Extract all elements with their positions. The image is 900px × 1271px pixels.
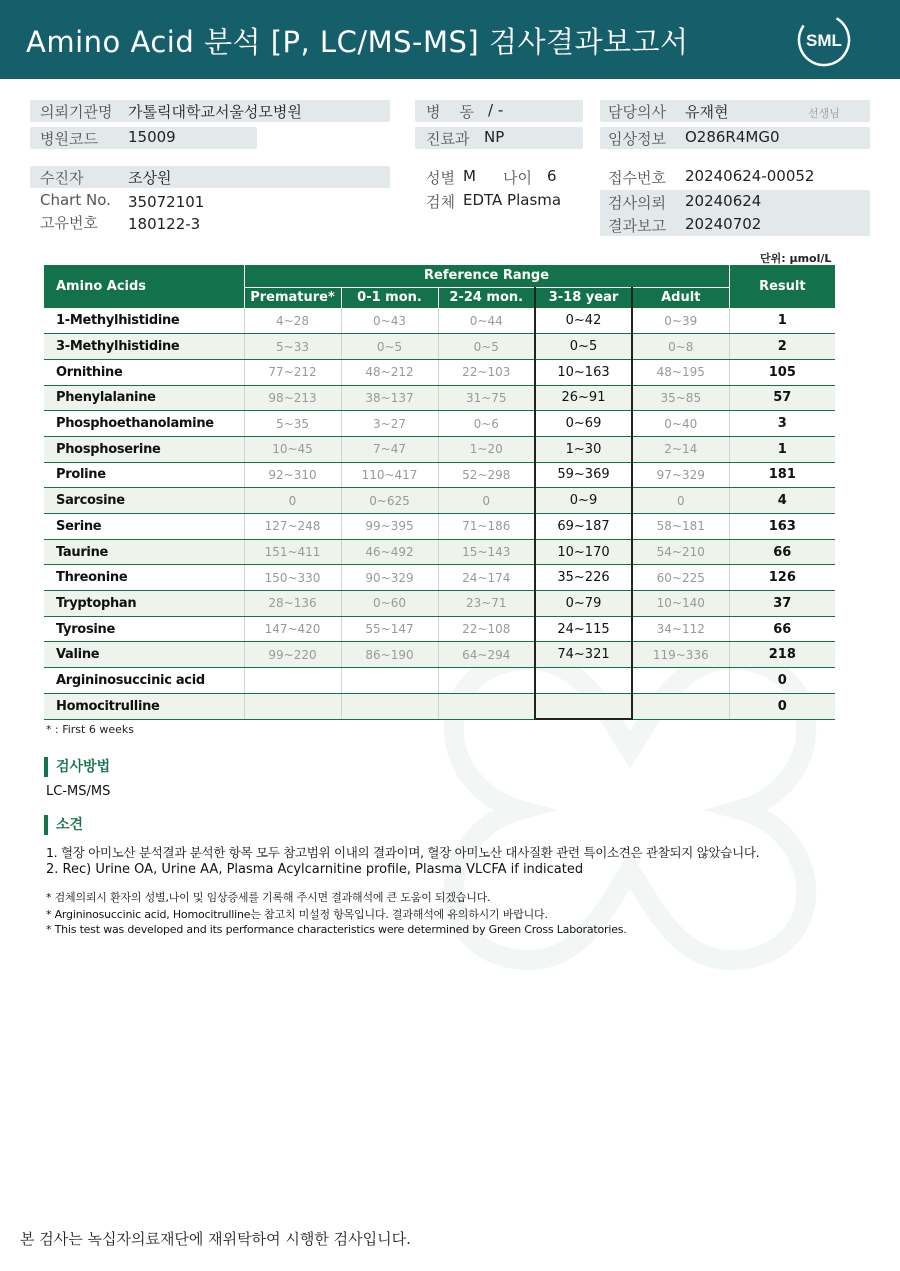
reference-range-cell-highlighted: 0~42 xyxy=(535,308,632,334)
age-value: 6 xyxy=(547,167,557,185)
reference-range-cell-highlighted: 0~69 xyxy=(535,411,632,437)
chart-value: 35072101 xyxy=(128,193,205,211)
amino-acid-name: Sarcosine xyxy=(44,488,244,514)
dept-label: 진료과 xyxy=(426,130,470,148)
report-header xyxy=(0,0,900,79)
table-row xyxy=(44,616,835,642)
range-header: Premature* xyxy=(244,287,341,308)
reference-range-cell-highlighted: 1~30 xyxy=(535,436,632,462)
reference-range-cell: 31~75 xyxy=(438,385,535,411)
sex-label: 성별 xyxy=(426,169,455,187)
reference-range-cell xyxy=(341,668,438,694)
reference-range-cell: 3~27 xyxy=(341,411,438,437)
result-cell: 66 xyxy=(729,539,835,565)
reference-range-cell-highlighted: 35~226 xyxy=(535,565,632,591)
reference-range-cell: 0~44 xyxy=(438,308,535,334)
dept-value: NP xyxy=(484,128,505,146)
reference-range-cell: 7~47 xyxy=(341,436,438,462)
range-header: 2-24 mon. xyxy=(438,287,535,308)
amino-acid-name: Homocitrulline xyxy=(44,693,244,719)
result-cell: 57 xyxy=(729,385,835,411)
clinical-label: 임상정보 xyxy=(608,130,666,148)
reference-range-cell: 38~137 xyxy=(341,385,438,411)
reference-range-cell-highlighted xyxy=(535,693,632,719)
result-cell: 163 xyxy=(729,514,835,540)
patient-bar xyxy=(30,166,390,188)
table-footnote: * : First 6 weeks xyxy=(46,723,134,736)
reference-range-cell-highlighted: 10~163 xyxy=(535,359,632,385)
result-header: Result xyxy=(729,265,835,308)
reference-range-header: Reference Range xyxy=(244,265,729,287)
reference-range-cell: 119~336 xyxy=(632,642,729,668)
result-cell: 1 xyxy=(729,436,835,462)
reference-range-cell: 0~60 xyxy=(341,591,438,617)
chart-label: Chart No. xyxy=(40,191,111,209)
table-row xyxy=(44,642,835,668)
reference-range-cell: 98~213 xyxy=(244,385,341,411)
table-row xyxy=(44,591,835,617)
reference-range-cell xyxy=(632,693,729,719)
doctor-suffix: 선생님 xyxy=(808,107,840,120)
reference-range-cell: 0 xyxy=(438,488,535,514)
amino-acid-name: Threonine xyxy=(44,565,244,591)
opinion-line: 2. Rec) Urine OA, Urine AA, Plasma Acylcarnitine profile, Plasma VLCFA if indicated xyxy=(46,862,584,877)
reference-range-cell-highlighted: 10~170 xyxy=(535,539,632,565)
institution-value: 가톨릭대학교서울성모병원 xyxy=(128,103,302,121)
sex-value: M xyxy=(463,167,476,185)
table-row xyxy=(44,488,835,514)
reference-range-cell: 77~212 xyxy=(244,359,341,385)
reference-range-cell: 0~40 xyxy=(632,411,729,437)
reference-range-cell: 10~140 xyxy=(632,591,729,617)
unit-label: 단위: μmol/L xyxy=(760,252,832,265)
receipt-value: 20240624-00052 xyxy=(685,167,815,185)
reference-range-cell: 147~420 xyxy=(244,616,341,642)
note-line: * This test was developed and its performance characteristics were determined by Green Cross Laboratories. xyxy=(46,923,627,936)
reference-range-cell: 86~190 xyxy=(341,642,438,668)
result-cell: 66 xyxy=(729,616,835,642)
result-cell: 3 xyxy=(729,411,835,437)
reference-range-cell: 97~329 xyxy=(632,462,729,488)
reference-range-cell-highlighted xyxy=(535,668,632,694)
reference-range-cell: 99~220 xyxy=(244,642,341,668)
report-label: 결과보고 xyxy=(608,217,666,235)
method-heading: 검사방법 xyxy=(44,757,110,777)
reference-range-cell: 5~35 xyxy=(244,411,341,437)
reference-range-cell: 28~136 xyxy=(244,591,341,617)
table-row xyxy=(44,514,835,540)
reference-range-cell xyxy=(244,668,341,694)
reference-range-cell-highlighted: 26~91 xyxy=(535,385,632,411)
table-row xyxy=(44,411,835,437)
result-cell: 126 xyxy=(729,565,835,591)
reference-range-cell: 99~395 xyxy=(341,514,438,540)
amino-acid-table xyxy=(44,265,835,720)
amino-acid-name: Argininosuccinic acid xyxy=(44,668,244,694)
method-text: LC-MS/MS xyxy=(46,784,111,799)
reference-range-cell xyxy=(438,668,535,694)
reference-range-cell: 71~186 xyxy=(438,514,535,540)
reference-range-cell: 52~298 xyxy=(438,462,535,488)
reference-range-cell: 4~28 xyxy=(244,308,341,334)
table-row xyxy=(44,359,835,385)
reference-range-cell-highlighted: 0~5 xyxy=(535,334,632,360)
reference-range-cell: 58~181 xyxy=(632,514,729,540)
reference-range-cell: 0~8 xyxy=(632,334,729,360)
reference-range-cell: 0~6 xyxy=(438,411,535,437)
sml-logo-text: SML xyxy=(806,31,842,50)
reference-range-cell: 0~39 xyxy=(632,308,729,334)
reference-range-cell: 48~195 xyxy=(632,359,729,385)
reference-range-cell-highlighted: 0~9 xyxy=(535,488,632,514)
result-cell: 37 xyxy=(729,591,835,617)
reference-range-cell: 150~330 xyxy=(244,565,341,591)
result-cell: 0 xyxy=(729,693,835,719)
reference-range-cell: 10~45 xyxy=(244,436,341,462)
report-value: 20240702 xyxy=(685,215,762,233)
table-row xyxy=(44,565,835,591)
reference-range-cell: 5~33 xyxy=(244,334,341,360)
reference-range-cell: 151~411 xyxy=(244,539,341,565)
request-label: 검사의뢰 xyxy=(608,194,666,212)
reference-range-cell-highlighted: 24~115 xyxy=(535,616,632,642)
amino-acid-name: Ornithine xyxy=(44,359,244,385)
reference-range-cell: 48~212 xyxy=(341,359,438,385)
table-row xyxy=(44,308,835,334)
result-cell: 105 xyxy=(729,359,835,385)
amino-acid-name: 3-Methylhistidine xyxy=(44,334,244,360)
unique-value: 180122-3 xyxy=(128,215,201,233)
reference-range-cell-highlighted: 69~187 xyxy=(535,514,632,540)
reference-range-cell: 46~492 xyxy=(341,539,438,565)
institution-label: 의뢰기관명 xyxy=(40,103,113,121)
specimen-label: 검체 xyxy=(426,193,455,211)
amino-acid-name: Tyrosine xyxy=(44,616,244,642)
table-row xyxy=(44,385,835,411)
reference-range-cell: 55~147 xyxy=(341,616,438,642)
table-row xyxy=(44,539,835,565)
reference-range-cell: 34~112 xyxy=(632,616,729,642)
result-cell: 2 xyxy=(729,334,835,360)
reference-range-cell: 2~14 xyxy=(632,436,729,462)
table-row xyxy=(44,668,835,694)
hospital-code-label: 병원코드 xyxy=(40,130,98,148)
reference-range-cell: 22~103 xyxy=(438,359,535,385)
reference-range-cell: 1~20 xyxy=(438,436,535,462)
result-cell: 218 xyxy=(729,642,835,668)
result-cell: 0 xyxy=(729,668,835,694)
reference-range-cell: 64~294 xyxy=(438,642,535,668)
ward-label: 병 동 xyxy=(426,103,475,121)
range-header: 0-1 mon. xyxy=(341,287,438,308)
reference-range-cell: 23~71 xyxy=(438,591,535,617)
amino-acids-header: Amino Acids xyxy=(44,265,244,308)
reference-range-cell: 0 xyxy=(632,488,729,514)
reference-range-cell-highlighted: 0~79 xyxy=(535,591,632,617)
receipt-label: 접수번호 xyxy=(608,169,666,187)
result-cell: 1 xyxy=(729,308,835,334)
age-label: 나이 xyxy=(503,169,532,187)
report-title: Amino Acid 분석 [P, LC/MS-MS] 검사결과보고서 xyxy=(26,25,689,59)
reference-range-cell: 0 xyxy=(244,488,341,514)
opinion-line: 1. 혈장 아미노산 분석결과 분석한 항목 모두 참고범위 이내의 결과이며, 혈장 아미노산 대사질환 관련 특이소견은 관찰되지 않았습니다. xyxy=(46,845,760,860)
sml-logo xyxy=(796,12,852,68)
reference-range-cell xyxy=(438,693,535,719)
ward-value: / - xyxy=(488,101,504,119)
doctor-value: 유재현 xyxy=(685,103,729,121)
reference-range-cell xyxy=(244,693,341,719)
table-row xyxy=(44,693,835,719)
reference-range-cell: 0~5 xyxy=(438,334,535,360)
hospital-code-value: 15009 xyxy=(128,128,176,146)
reference-range-cell: 90~329 xyxy=(341,565,438,591)
amino-acid-name: Valine xyxy=(44,642,244,668)
amino-acid-name: Serine xyxy=(44,514,244,540)
note-line: * Argininosuccinic acid, Homocitrulline는 참고치 미설정 항목입니다. 결과해석에 유의하시기 바랍니다. xyxy=(46,908,548,921)
result-cell: 4 xyxy=(729,488,835,514)
reference-range-cell: 0~5 xyxy=(341,334,438,360)
amino-acid-name: Taurine xyxy=(44,539,244,565)
amino-acid-name: Phenylalanine xyxy=(44,385,244,411)
clinical-value: O286R4MG0 xyxy=(685,128,780,146)
reference-range-cell: 54~210 xyxy=(632,539,729,565)
reference-range-cell-highlighted: 59~369 xyxy=(535,462,632,488)
table-row xyxy=(44,462,835,488)
amino-acid-name: Phosphoethanolamine xyxy=(44,411,244,437)
reference-range-cell: 24~174 xyxy=(438,565,535,591)
reference-range-cell: 15~143 xyxy=(438,539,535,565)
reference-range-cell: 110~417 xyxy=(341,462,438,488)
amino-acid-name: Tryptophan xyxy=(44,591,244,617)
table-row xyxy=(44,436,835,462)
table-row xyxy=(44,334,835,360)
result-cell: 181 xyxy=(729,462,835,488)
note-line: * 검체의뢰시 환자의 성별,나이 및 임상증세를 기록해 주시면 결과해석에 큰 도움이 되겠습니다. xyxy=(46,891,491,904)
range-header: Adult xyxy=(632,287,729,308)
reference-range-cell: 60~225 xyxy=(632,565,729,591)
unique-label: 고유번호 xyxy=(40,214,98,232)
reference-range-cell: 92~310 xyxy=(244,462,341,488)
reference-range-cell-highlighted: 74~321 xyxy=(535,642,632,668)
amino-acid-name: 1-Methylhistidine xyxy=(44,308,244,334)
specimen-value: EDTA Plasma xyxy=(463,191,562,209)
patient-label: 수진자 xyxy=(40,169,84,187)
request-value: 20240624 xyxy=(685,192,762,210)
opinion-heading: 소견 xyxy=(44,815,83,835)
range-header-highlighted: 3-18 year xyxy=(535,287,632,308)
reference-range-cell: 0~43 xyxy=(341,308,438,334)
reference-range-cell xyxy=(341,693,438,719)
amino-acid-name: Proline xyxy=(44,462,244,488)
reference-range-cell: 35~85 xyxy=(632,385,729,411)
footer-note: 본 검사는 녹십자의료재단에 재위탁하여 시행한 검사입니다. xyxy=(20,1230,411,1248)
reference-range-cell: 22~108 xyxy=(438,616,535,642)
reference-range-cell: 0~625 xyxy=(341,488,438,514)
patient-value: 조상원 xyxy=(128,169,172,187)
doctor-label: 담당의사 xyxy=(608,103,666,121)
reference-range-cell xyxy=(632,668,729,694)
reference-range-cell: 127~248 xyxy=(244,514,341,540)
amino-acid-name: Phosphoserine xyxy=(44,436,244,462)
